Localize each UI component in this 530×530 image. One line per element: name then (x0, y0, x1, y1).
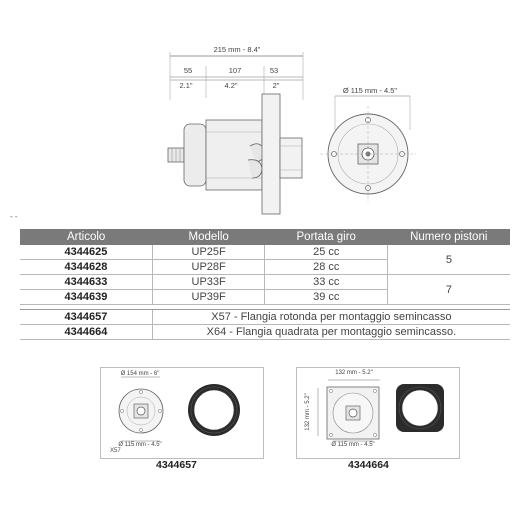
seg1-in: 2.1" (179, 81, 193, 90)
cell-descrizione: X57 - Flangia rotonda per montaggio semincasso (152, 310, 510, 325)
cell-modello: UP33F (152, 275, 265, 290)
header-modello: Modello (152, 229, 265, 245)
table-row (20, 245, 510, 260)
cell-articolo: 4344628 (20, 260, 152, 275)
cell-portata: 39 cc (265, 290, 388, 305)
x64-width-dim: 132 mm - 5.2" (335, 370, 373, 376)
margin-mark: - - (10, 212, 18, 221)
cell-articolo: 4344639 (20, 290, 152, 305)
cell-articolo: 4344657 (20, 310, 152, 325)
flange-x64-code: 4344664 (348, 459, 389, 471)
table-row (20, 275, 510, 290)
table-header-row (20, 229, 510, 245)
flange-x57-box (100, 367, 264, 459)
cell-pistoni-group1: 5 (387, 245, 510, 275)
cell-descrizione: X64 - Flangia quadrata per montaggio semincasso. (152, 325, 510, 340)
cell-portata: 28 cc (265, 260, 388, 275)
seg2-mm: 107 (228, 66, 242, 75)
header-pistoni: Numero pistoni (387, 229, 510, 245)
cell-articolo: 4344625 (20, 245, 152, 260)
cell-modello: UP28F (152, 260, 265, 275)
x57-inner-dim: Ø 115 mm - 4.5" (118, 442, 162, 448)
overall-dim-label: 215 mm - 8.4" (213, 45, 261, 54)
seg2-in: 4.2" (224, 81, 238, 90)
cell-portata: 33 cc (265, 275, 388, 290)
cell-pistoni-group2: 7 (387, 275, 510, 305)
header-portata: Portata giro (265, 229, 388, 245)
spec-table (20, 229, 510, 340)
cell-articolo: 4344633 (20, 275, 152, 290)
cell-modello: UP25F (152, 245, 265, 260)
pump-front-view (320, 86, 416, 202)
seg3-in: 2" (272, 81, 280, 90)
x64-inner-dim: Ø 115 mm - 4.5" (331, 442, 375, 448)
seg1-mm: 55 (183, 66, 193, 75)
header-articolo: Articolo (20, 229, 152, 245)
x64-height-dim: 132 mm - 5.2" (305, 393, 311, 431)
cell-portata: 25 cc (265, 245, 388, 260)
seg3-mm: 53 (269, 66, 279, 75)
x57-tag: X57 (110, 448, 121, 454)
accessory-row (20, 310, 510, 325)
segment-dimensions (170, 66, 303, 98)
flange-x57-code: 4344657 (156, 459, 197, 471)
cell-modello: UP39F (152, 290, 265, 305)
x57-outer-dim: Ø 154 mm - 6" (120, 371, 160, 377)
pump-side-view (168, 94, 302, 214)
front-dia-label: Ø 115 mm - 4.5" (342, 86, 398, 95)
flange-x64-box (296, 367, 460, 459)
cell-articolo: 4344664 (20, 325, 152, 340)
accessory-row (20, 325, 510, 340)
